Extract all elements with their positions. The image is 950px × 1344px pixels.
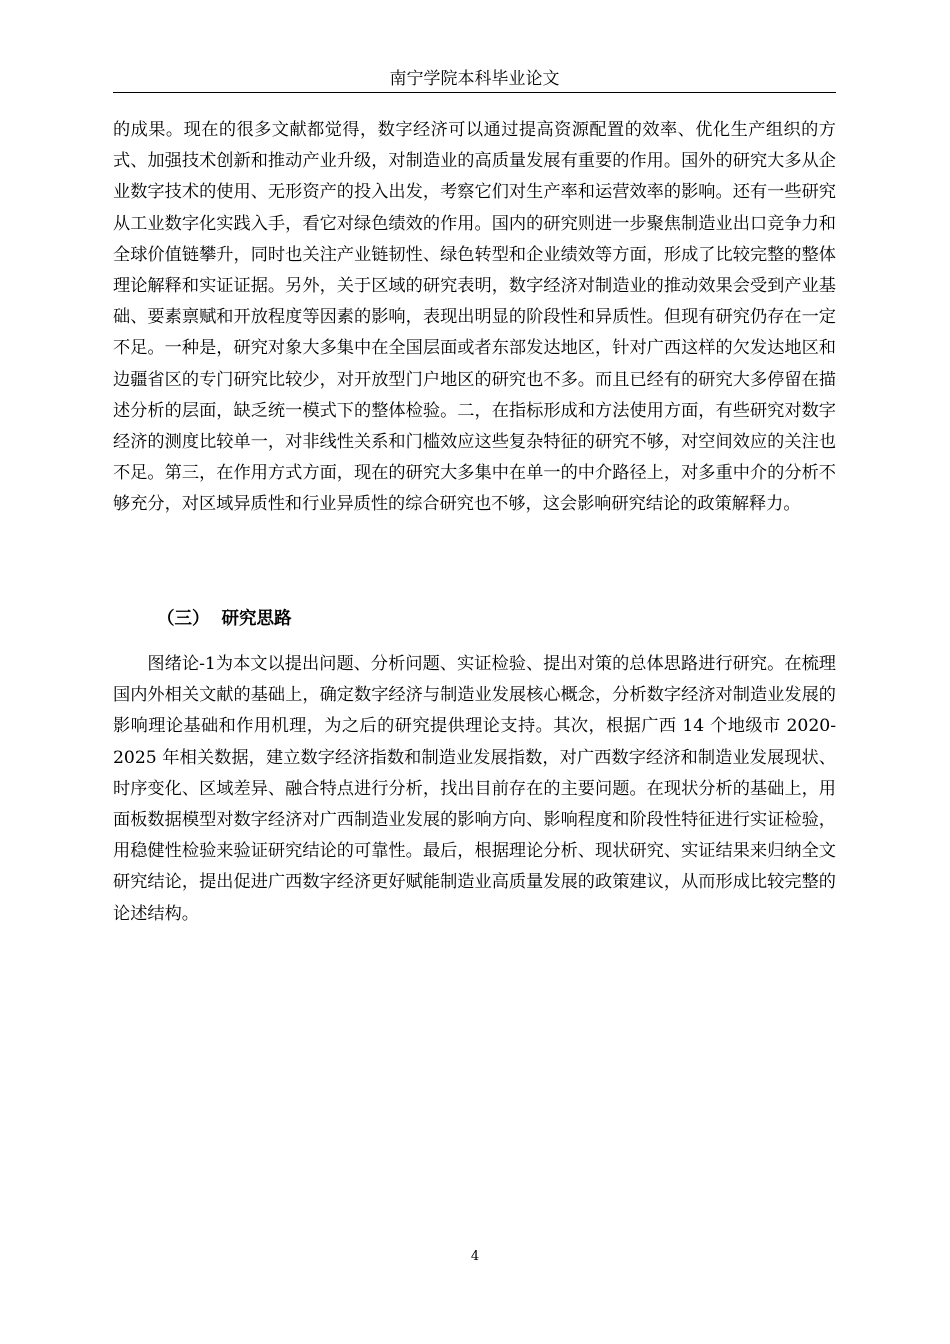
body-paragraph-1: 的成果。现在的很多文献都觉得，数字经济可以通过提高资源配置的效率、优化生产组织的方式、加强技术创新和推动产业升级，对制造业的高质量发展有重要的作用。国外的研究大多从企业数字技术的使用、无形资产的投入出发，考察它们对生产率和运营效率的影响。还有一些研究从工业数字化实践入手，看它对绿色绩效的作用。国内的研究则进一步聚焦制造业出口竞争力和全球价值链攀升，同时也关注产业链韧性、绿色转型和企业绩效等方面，形成了比较完整的整体理论解释和实证证据。另外，关于区域的研究表明，数字经济对制造业的推动效果会受到产业基础、要素禀赋和开放程度等因素的影响，表现出明显的阶段性和异质性。但现有研究仍存在一定不足。一种是，研究对象大多集中在全国层面或者东部发达地区，针对广西这样的欠发达地区和边疆省区的专门研究比较少，对开放型门户地区的研究也不多。而且已经有的研究大多停留在描述分析的层面，缺乏统一模式下的整体检验。二，在指标形成和方法使用方面，有些研究对数字经济的测度比较单一，对非线性关系和门槛效应这些复杂特征的研究不够，对空间效应的关注也不足。第三，在作用方式方面，现在的研究大多集中在单一的中介路径上，对多重中介的分析不够充分，对区域异质性和行业异质性的综合研究也不够，这会影响研究结论的政策解释力。 <box>113 120 836 515</box>
page-number: 4 <box>470 1249 480 1264</box>
page-header-title: 南宁学院本科毕业论文 <box>389 69 560 89</box>
body-paragraph-2: 图绪论-1为本文以提出问题、分析问题、实证检验、提出对策的总体思路进行研究。在梳理国内外相关文献的基础上，确定数字经济与制造业发展核心概念，分析数字经济对制造业发展的影响理论基础和作用机理，为之后的研究提供理论支持。其次，根据广西 14 个地级市 2020-2025 年相关数据，建立数字经济指数和制造业发展指数，对广西数字经济和制造业发展现状、时序变化、区域差异、融合特点进行分析，找出目前存在的主要问题。在现状分析的基础上，用面板数据模型对数字经济对广西制造业发展的影响方向、影响程度和阶段性特征进行实证检验，用稳健性检验来验证研究结论的可靠性。最后，根据理论分析、现状研究、实证结果来归纳全文研究结论，提出促进广西数字经济更好赋能制造业高质量发展的政策建议，从而形成比较完整的论述结构。 <box>113 654 836 924</box>
section-title: 研究思路 <box>221 609 292 629</box>
header-divider <box>113 92 836 93</box>
section-heading <box>157 606 292 632</box>
section-number: （三） <box>157 609 210 629</box>
